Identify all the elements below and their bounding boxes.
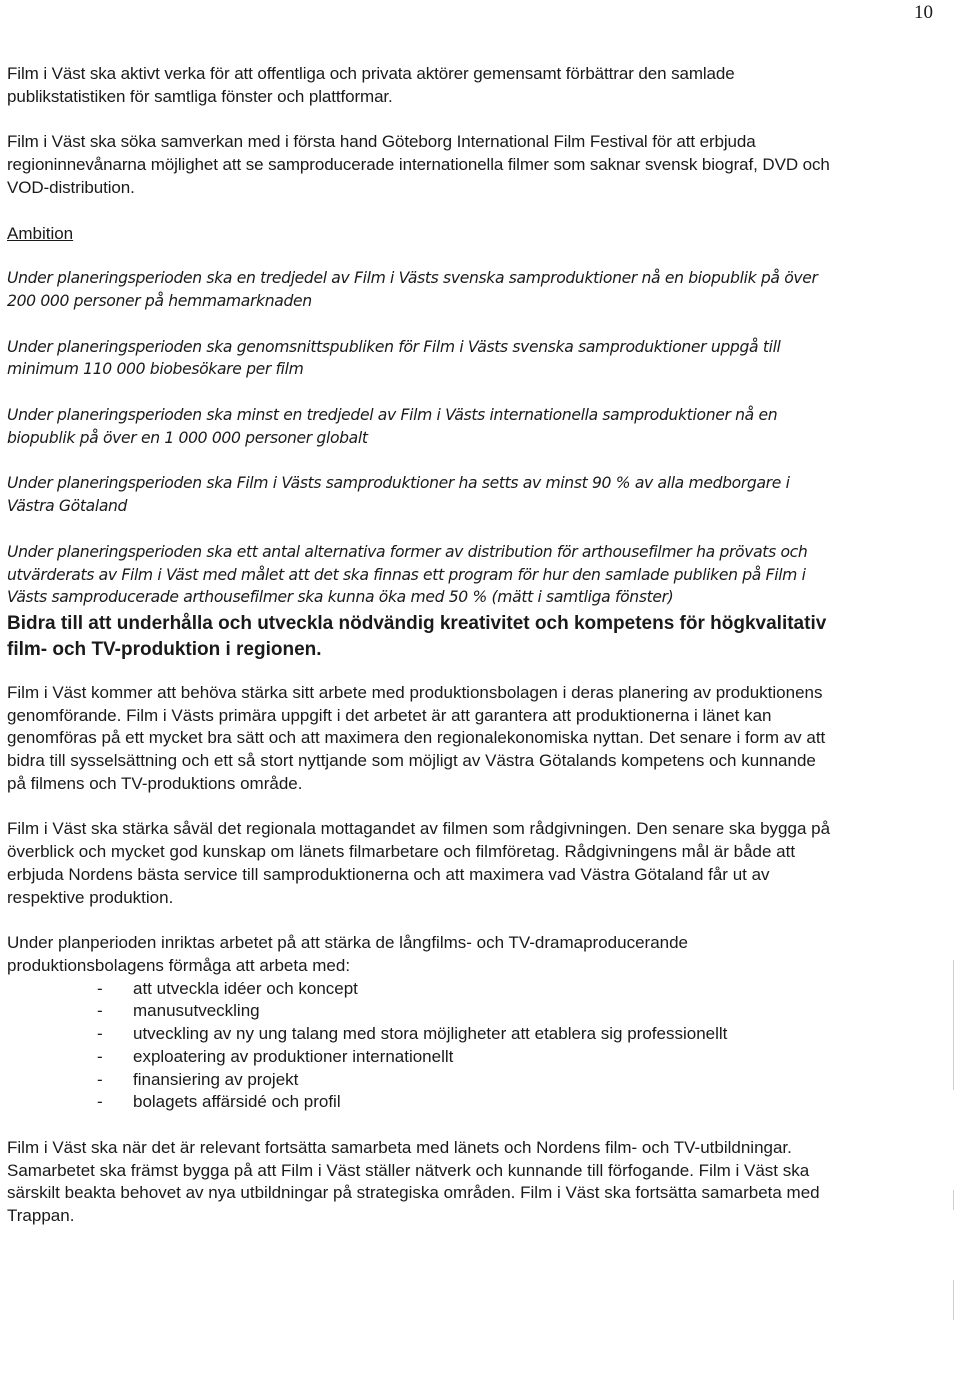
ambition-item: Under planeringsperioden ska en tredjedel av Film i Västs svenska samproduktioner nå en biopublik på över 200 000 personer på hemmamarknaden — [7, 269, 818, 310]
document-body — [7, 63, 837, 1228]
list-item-text: bolagets affärsidé och profil — [133, 1092, 341, 1112]
paragraph-focus-intro: Under planperioden inriktas arbetet på att stärka de långfilms- och TV-dramaproducerande produktionsbolagens förmåga att arbeta med: — [7, 933, 689, 975]
paragraph-statistics: Film i Väst ska aktivt verka för att offentliga och privata aktörer gemensamt förbättrar den samlade publikstatistiken för samtliga fönster och plattformar. — [7, 64, 735, 106]
list-item-text: att utveckla idéer och koncept — [133, 978, 358, 998]
list-item-text: manusutveckling — [133, 1001, 260, 1021]
list-item — [7, 1091, 837, 1114]
paragraph-education: Film i Väst ska när det är relevant fortsätta samarbeta med länets och Nordens film- och TV-utbildningar. Samarbetet ska främst bygga på att Film i Väst ställer nätverk och kunnande till förfogande. Film i Väst ska särskilt beakta behovet av nya utbildningar på strategiska områden. Film i Väst ska fortsätta samarbeta med Trappan. — [7, 1137, 820, 1226]
list-item — [7, 1000, 837, 1023]
scan-artifact — [953, 1280, 954, 1320]
ambition-item: Under planeringsperioden ska Film i Västs samproduktioner ha setts av minst 90 % av alla medborgare i Västra Götaland — [7, 474, 790, 516]
section-heading: Bidra till att underhålla och utveckla nödvändig kreativitet och kompetens för högkvalitativ film- och TV-produktion i regionen. — [7, 612, 827, 660]
paragraph-advisory: Film i Väst ska stärka såväl det regionala mottagandet av filmen som rådgivningen. Den senare ska bygga på överblick och mycket god kunskap om länets filmarbetare och filmföretag. Rådgivningens mål är både att erbjuda Nordens bästa service till samproduktionerna och att maximera vad Västra Götaland får ut av respektive produktion. — [7, 819, 831, 907]
list-dash: - — [97, 978, 103, 998]
ambition-heading: Ambition — [7, 223, 74, 243]
list-item — [7, 1046, 837, 1069]
list-item — [7, 978, 837, 1001]
scan-artifact — [953, 960, 954, 1090]
list-dash: - — [97, 1001, 103, 1021]
list-dash: - — [97, 1069, 103, 1089]
ambition-item: Under planeringsperioden ska genomsnittspubliken för Film i Västs svenska samproduktioner uppgå till minimum 110 000 biobesökare per film — [7, 337, 781, 379]
ambition-item: Under planeringsperioden ska ett antal alternativa former av distribution för arthousefilmer ha prövats och utvärderats av Film i Väst med målet att det ska finnas ett program för hur den samlade publiken på Film i Västs samproducerade arthousefilmer ska kunna öka med 50 % (mätt i samtliga fönster) — [7, 542, 808, 607]
list-dash: - — [97, 1046, 103, 1066]
list-item-text: finansiering av projekt — [133, 1069, 299, 1089]
scan-artifact — [953, 1190, 954, 1210]
paragraph-production-planning: Film i Väst kommer att behöva stärka sitt arbete med produktionsbolagen i deras planering av produktionens genomförande. Film i Västs primära uppgift i det arbetet är att garantera att produktionerna i länet kan genomföras på ett mycket bra sätt och att maximera den regionalekonomiska nyttan. Det senare i form av att bidra till sysselsättning och ett så stort nyttjande som möjligt av Västra Götalands kompetens och kunnande på filmens och TV-produktions område. — [7, 682, 826, 793]
list-item-text: utveckling av ny ung talang med stora möjligheter att etablera sig professionellt — [133, 1024, 728, 1044]
list-dash: - — [97, 1092, 103, 1112]
page-number: 10 — [914, 2, 933, 23]
list-item — [7, 1069, 837, 1092]
list-dash: - — [97, 1024, 103, 1044]
list-item-text: exploatering av produktioner internationellt — [133, 1046, 454, 1066]
focus-list — [7, 978, 837, 1114]
paragraph-festival-collaboration: Film i Väst ska söka samverkan med i första hand Göteborg International Film Festival för att erbjuda regioninnevånarna möjlighet att se samproducerade internationella filmer som saknar svensk biograf, DVD och VOD-distribution. — [7, 132, 830, 197]
ambition-item: Under planeringsperioden ska minst en tredjedel av Film i Västs internationella samproduktioner nå en biopublik på över en 1 000 000 personer globalt — [7, 406, 778, 447]
list-item — [7, 1023, 837, 1046]
